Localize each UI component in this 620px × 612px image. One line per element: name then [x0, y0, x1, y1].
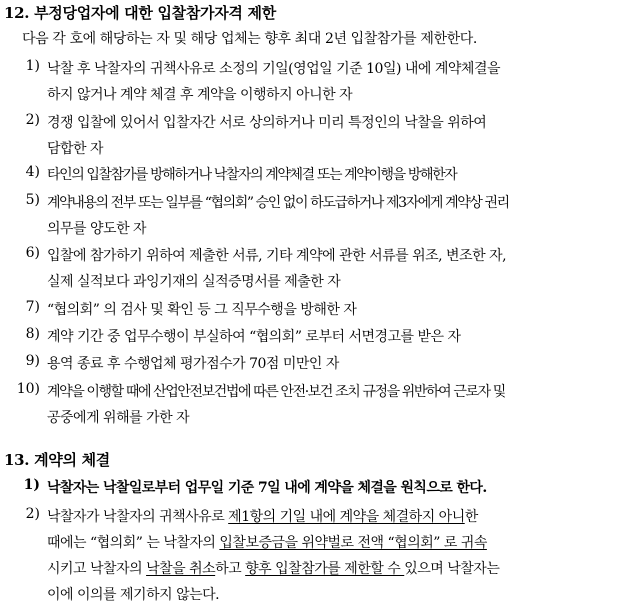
text-run: 시키고 낙찰자의	[47, 561, 147, 577]
item-number: 7)	[25, 299, 40, 315]
item-line: 하지 않거나 계약 체결 후 계약을 이행하지 아니한 자	[47, 87, 353, 103]
item-line: 낙찰 후 낙찰자의 귀책사유로 소정의 기일(영업일 기준 10일) 내에 계약체결을	[47, 61, 501, 77]
item-line: 계약내용의 전부 또는 일부를 “협의회” 승인 없이 하도급하거나 제3자에게 계약상 권리	[47, 195, 509, 211]
underlined-text: 낙찰을 취소	[146, 561, 216, 577]
item-number: 1)	[25, 58, 40, 74]
text-run: 때에는 “협의회” 는 낙찰자의	[47, 535, 220, 551]
underlined-text: 입찰보증금을 위약벌로 전액 “협의회” 로 귀속	[219, 535, 487, 551]
item-number: 2)	[25, 506, 40, 522]
item-line: 낙찰자는 낙찰일로부터 업무일 기준 7일 내에 계약을 체결을 원칙으로 한다.	[47, 480, 487, 496]
section-13-title: 13. 계약의 체결	[4, 451, 110, 469]
text-run: 있으며 낙찰자는	[404, 561, 500, 577]
section-12-intro: 다음 각 호에 해당하는 자 및 해당 업체는 향후 최대 2년 입찰참가를 제한한다.	[22, 31, 477, 47]
item-line: 계약 기간 중 업무수행이 부실하여 “협의회” 로부터 서면경고를 받은 자	[47, 329, 461, 345]
item-line	[47, 532, 487, 552]
item-number: 1)	[23, 477, 40, 493]
text-run: 낙찰자가 낙찰자의 귀책사유로	[47, 509, 229, 525]
item-number: 2)	[25, 112, 40, 128]
item-line: 실제 실적보다 과잉기재의 실적증명서를 제출한 자	[47, 274, 341, 290]
item-line	[47, 506, 478, 526]
item-line: “협의회” 의 검사 및 확인 등 그 직무수행을 방해한 자	[47, 302, 357, 318]
item-line: 이에 이의를 제기하지 않는다.	[47, 587, 220, 603]
item-number: 5)	[25, 192, 40, 208]
item-line: 용역 종료 후 수행업체 평가점수가 70점 미만인 자	[47, 356, 339, 372]
item-line	[47, 558, 499, 578]
section-12-title: 12. 부정당업자에 대한 입찰참가자격 제한	[4, 4, 276, 22]
text-run: 하고	[215, 561, 246, 577]
item-line: 계약을 이행할 때에 산업안전보건법에 따른 안전·보건 조치 규정을 위반하여 근로자 및	[47, 384, 505, 400]
item-number: 10)	[16, 381, 40, 397]
item-number: 4)	[25, 164, 40, 180]
item-line: 타인의 입찰참가를 방해하거나 낙찰자의 계약체결 또는 계약이행을 방해한자	[47, 167, 457, 183]
underlined-text: 제1항의 기일 내에 계약을 체결하지 아니	[228, 509, 465, 525]
item-line: 공중에게 위해를 가한 자	[47, 410, 190, 426]
underlined-text: 향후 입찰참가를 제한할 수	[245, 561, 405, 577]
text-run: 한	[464, 509, 478, 525]
item-line: 입찰에 참가하기 위하여 제출한 서류, 기타 계약에 관한 서류를 위조, 변조한 자,	[47, 248, 507, 264]
item-line: 담합한 자	[47, 141, 104, 157]
item-line: 경쟁 입찰에 있어서 입찰자간 서로 상의하거나 미리 특정인의 낙찰을 위하여	[47, 115, 487, 131]
item-line: 의무를 양도한 자	[47, 221, 147, 237]
item-number: 8)	[25, 326, 40, 342]
item-number: 6)	[25, 245, 40, 261]
item-number: 9)	[25, 353, 40, 369]
